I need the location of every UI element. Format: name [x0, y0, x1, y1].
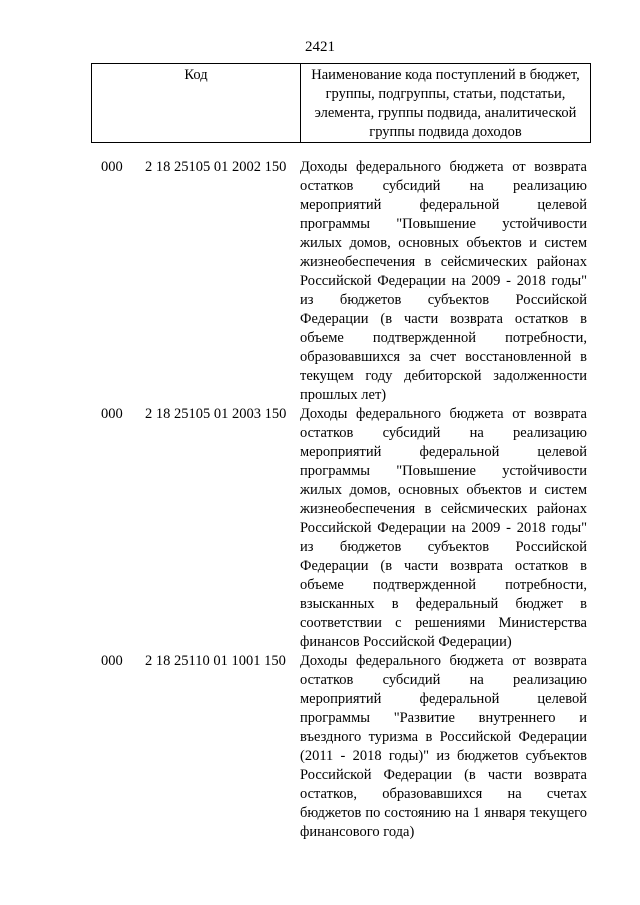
admin-code: 000 — [101, 159, 123, 175]
list-item — [0, 158, 640, 405]
page-number: 2421 — [305, 39, 335, 55]
entry-description: Доходы федерального бюджета от возврата остатков субсидий на реализацию мероприятий федеральной целевой программы "Повышение устойчивости жилых домов, основных объектов и систем жизнеобеспечения в сейсмических районах Российской Федерации на 2009 - 2018 годы" из бюджетов субъектов Российской Федерации (в части возврата остатков в объеме подтвержденной потребности, образовавшихся за счет восстановленной в текущем году дебиторской задолженности прошлых лет) — [300, 159, 587, 403]
entry-description: Доходы федерального бюджета от возврата остатков субсидий на реализацию мероприятий федеральной целевой программы "Повышение устойчивости жилых домов, основных объектов и систем жизнеобеспечения в сейсмических районах Российской Федерации на 2009 - 2018 годы" из бюджетов субъектов Российской Федерации (в части возврата остатков в объеме подтвержденной потребности, взысканных в федеральный бюджет в соответствии с решениями Министерства финансов Российской Федерации) — [300, 406, 587, 650]
entry-description: Доходы федерального бюджета от возврата остатков субсидий на реализацию мероприятий федеральной целевой программы "Развитие внутреннего и въездного туризма в Российской Федерации (2011 - 2018 годы)" из бюджетов субъектов Российской Федерации (в части возврата остатков, образовавшихся на счетах бюджетов по состоянию на 1 января текущего финансового года) — [300, 653, 587, 840]
header-name-cell: Наименование кода поступлений в бюджет, группы, подгруппы, статьи, подстатьи, элемента, группы подвида, аналитической группы подвида доходов — [301, 64, 591, 143]
income-code: 2 18 25105 01 2002 150 — [145, 159, 287, 175]
income-code: 2 18 25105 01 2003 150 — [145, 406, 287, 422]
entries-list — [0, 158, 640, 842]
income-code: 2 18 25110 01 1001 150 — [145, 653, 286, 669]
list-item — [0, 652, 640, 842]
header-code-cell: Код — [92, 64, 301, 143]
list-item — [0, 405, 640, 652]
admin-code: 000 — [101, 406, 123, 422]
table-header — [91, 63, 591, 143]
admin-code: 000 — [101, 653, 123, 669]
